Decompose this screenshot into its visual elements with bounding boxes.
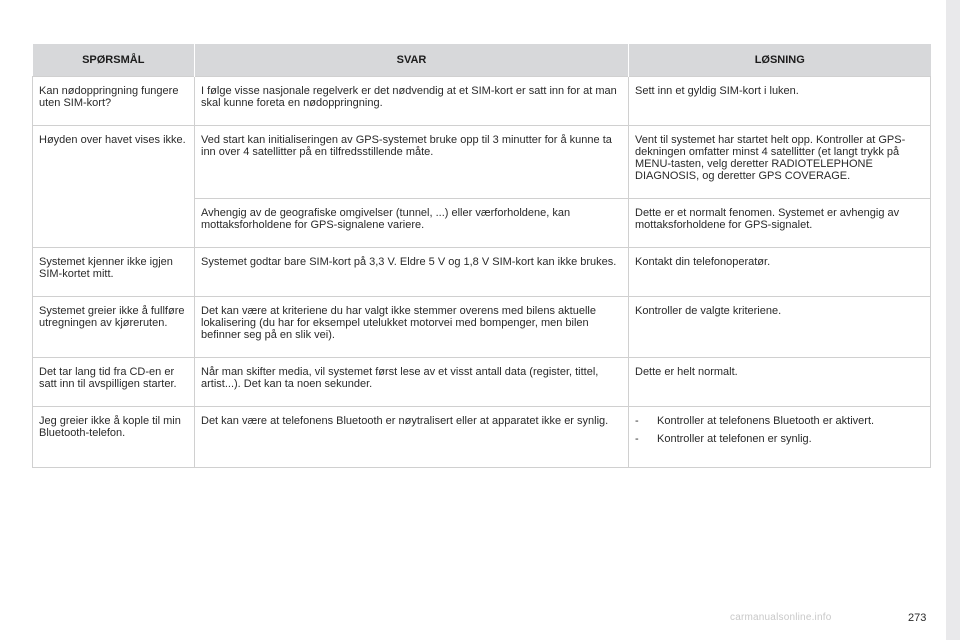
page-edge-strip (946, 0, 960, 640)
table-header-row (33, 44, 931, 77)
question-cell: Jeg greier ikke å kople til min Bluetooth-telefon. (33, 407, 195, 468)
answer-cell: Systemet godtar bare SIM-kort på 3,3 V. Eldre 5 V og 1,8 V SIM-kort kan ikke brukes. (195, 248, 629, 297)
solution-cell: Dette er helt normalt. (629, 358, 931, 407)
question-cell: Kan nødoppringning fungere uten SIM-kort? (33, 77, 195, 126)
header-question: SPØRSMÅL (33, 44, 195, 77)
page-number: 273 (908, 612, 927, 624)
solution-cell (629, 407, 931, 468)
troubleshooting-table (32, 44, 931, 468)
solution-cell: Sett inn et gyldig SIM-kort i luken. (629, 77, 931, 126)
table-row (33, 407, 931, 468)
solution-cell: Kontakt din telefonoperatør. (629, 248, 931, 297)
solution-cell: Vent til systemet har startet helt opp. Kontroller at GPS-dekningen omfatter minst 4 satellitter (et langt trykk på MENU-tasten, velg deretter RADIOTELEPHONE DIAGNOSIS, og deretter GPS COVERAGE. (629, 126, 931, 199)
question-cell: Systemet greier ikke å fullføre utregningen av kjøreruten. (33, 297, 195, 358)
watermark: carmanualsonline.info (730, 612, 832, 623)
header-solution: LØSNING (629, 44, 931, 77)
question-cell: Systemet kjenner ikke igjen SIM-kortet mitt. (33, 248, 195, 297)
answer-cell: Avhengig av de geografiske omgivelser (tunnel, ...) eller værforholdene, kan mottaksforholdene for GPS-signalene variere. (195, 199, 629, 248)
answer-cell: Det kan være at kriteriene du har valgt ikke stemmer overens med bilens aktuelle lokalisering (du har for eksempel utelukket motorvei med bompenger, men bilen befinner seg på en slik vei). (195, 297, 629, 358)
bullet-dash: - (635, 415, 639, 427)
solution-bullet-text: Kontroller at telefonen er synlig. (657, 433, 812, 445)
question-cell: Høyden over havet vises ikke. (33, 126, 195, 248)
solution-bullet (635, 433, 924, 445)
solution-bullet-list (635, 415, 924, 445)
table-row (33, 248, 931, 297)
question-cell: Det tar lang tid fra CD-en er satt inn til avspilligen starter. (33, 358, 195, 407)
answer-cell: Ved start kan initialiseringen av GPS-systemet bruke opp til 3 minutter for å kunne ta inn over 4 satellitter på en tilfredsstillende måte. (195, 126, 629, 199)
bullet-dash: - (635, 433, 639, 445)
solution-cell: Dette er et normalt fenomen. Systemet er avhengig av mottaksforholdene for GPS-signalet. (629, 199, 931, 248)
answer-cell: Når man skifter media, vil systemet først lese av et visst antall data (register, tittel, artist...). Det kan ta noen sekunder. (195, 358, 629, 407)
solution-bullet (635, 415, 924, 427)
solution-cell: Kontroller de valgte kriteriene. (629, 297, 931, 358)
answer-cell: Det kan være at telefonens Bluetooth er nøytralisert eller at apparatet ikke er synlig. (195, 407, 629, 468)
header-answer: SVAR (195, 44, 629, 77)
table-row (33, 297, 931, 358)
table-row (33, 126, 931, 199)
table-row (33, 358, 931, 407)
solution-bullet-text: Kontroller at telefonens Bluetooth er aktivert. (657, 415, 875, 427)
table-row (33, 77, 931, 126)
answer-cell: I følge visse nasjonale regelverk er det nødvendig at et SIM-kort er satt inn for at man skal kunne foreta en nødoppringning. (195, 77, 629, 126)
